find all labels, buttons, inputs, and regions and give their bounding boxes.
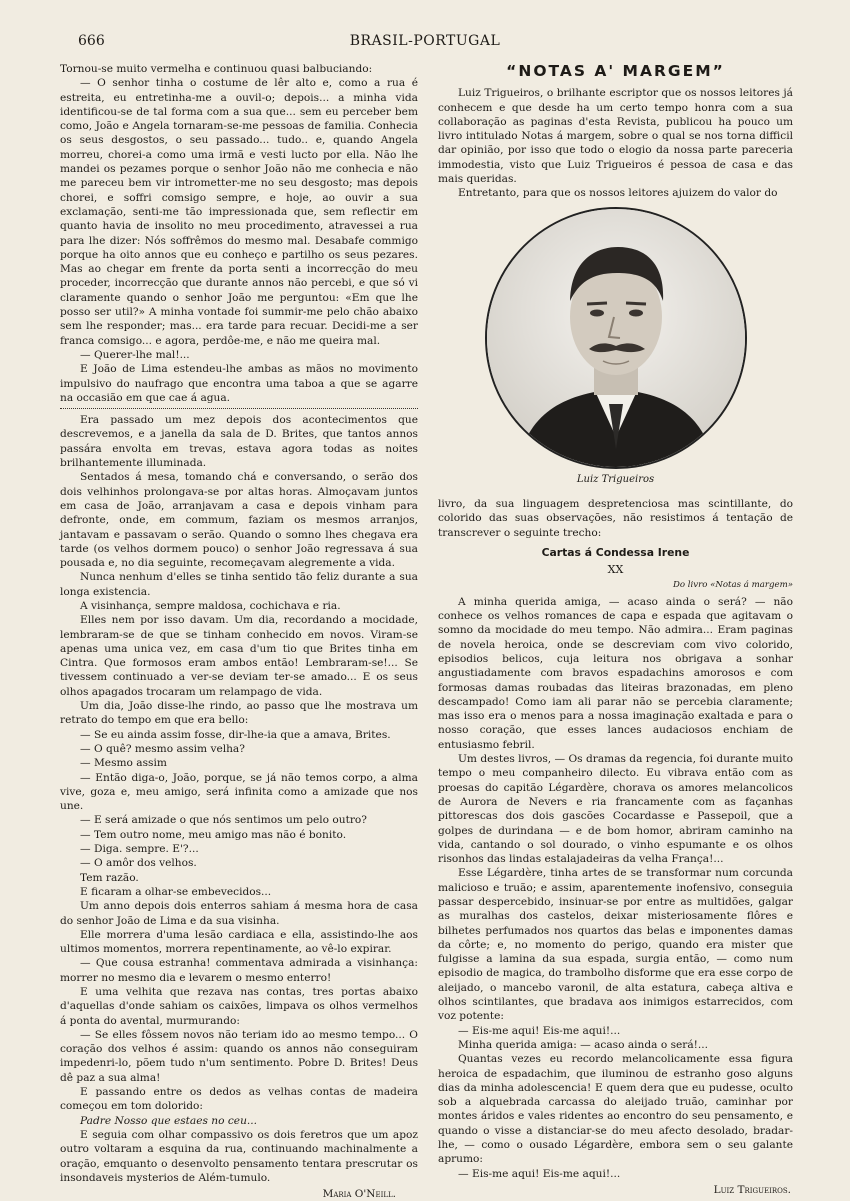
intro-paragraph: Entretanto, para que os nossos leitores ajuizem do valor do: [458, 187, 778, 200]
portrait-illustration: [487, 209, 745, 467]
story-paragraph: — Diga. sempre. E'?...: [80, 843, 199, 856]
story-paragraph: E João de Lima estendeu-lhe ambas as mãos no movimento impulsivo do naufrago que encontra uma taboa a que se agarre na occasião em que cae á agua.: [60, 363, 418, 404]
story-paragraph: A visinhança, sempre maldosa, cochichava e ria.: [80, 599, 341, 612]
story-paragraph: E ficaram a olhar-se embevecidos...: [80, 885, 272, 898]
story-paragraph: Elle morrera d'uma lesão cardiaca e ella, assistindo-lhe aos ultimos momentos, morrera repentinamente, ao vê-lo expirar.: [60, 928, 418, 956]
story-paragraph: — Se eu ainda assim fosse, dir-lhe-ia que a amava, Brites.: [80, 728, 391, 741]
photo-caption: Luiz Trigueiros: [576, 473, 655, 485]
intro-paragraph: livro, da sua linguagem despretenciosa mas scintillante, do colorido das suas observações, não resistimos á tentação de transcrever o seguinte trecho:: [438, 497, 793, 539]
story-paragraph: — O senhor tinha o costume de lêr alto e, como a rua é estreita, eu entretinha-me a ouvil-o; depois... a minha vida identificou-se de tal forma com a sua que... sem eu perceber bem como, João e Angela tornaram-se-me pessoas de familia. Conhecia os seus desgostos, o seu passado... tudo.. e, quando Angela morreu, chorei-a como uma irmã e vesti lucto por ella. Não lhe mandei os pezames porque o senhor João não me conhecia e não me pareceu bem vir intrometter-me no seu desgosto; mas depois chorei, e soffri comsigo sempre, e hoje, ao ouvir a sua exclamação, senti-me tão impressionada que, sem reflectir em quanto havia de insolito no meu procedimento, atravessei a rua para lhe dizer: Nós soffrêmos do mesmo mal. Desabafe commigo porque ha oito annos que eu conheço e partilho os seus pezares. Mas ao chegar em frente da porta senti a incorrecção do meu proceder, incorrecção que durante annos não percebi, e que só vi claramente quando o senhor João me perguntou: «Em que lhe posso ser util?» A minha vontade foi summir-me pelo chão abaixo sem lhe responder; mas... era tarde para recuar. Decidi-me a ser franca comsigo... e agora, perdôe-me, e não me queira mal.: [60, 77, 418, 347]
story-paragraph: E uma velhita que rezava nas contas, tres portas abaixo d'aquellas d'onde sahiam os caixões, limpava os olhos vermelhos á ponta do avental, murmurando:: [60, 986, 418, 1027]
letter-paragraph: Um destes livros, — Os dramas da regencia, foi durante muito tempo o meu companheiro dilecto. Eu vibrava então com as proesas do capitão Légardère, chorava os amores melancolicos de Aurora de Nevers e ria francamente com as façanhas pittorescas dos dois gascões Cocardasse e Passepoil, que a golpes de durindana — e de bom homor, abriram caminho na vida, cantando o sol dourado, o vinho espumante e os olhos risonhos das lindas estalajadeiras da velha França!...: [438, 753, 794, 866]
story-paragraph: — Que cousa estranha! commentava admirada a visinhança: morrer no mesmo dia e levarem o mesmo enterro!: [60, 957, 418, 984]
left-column: [60, 62, 418, 1201]
story-paragraph: Um anno depois dois enterros sahiam á mesma hora de casa do senhor João de Lima e da sua visinha.: [60, 900, 418, 927]
letter-paragraph: — Eis-me aqui! Eis-me aqui!...: [458, 1167, 621, 1180]
story-paragraph: Nunca nenhum d'elles se tinha sentido tão feliz durante a sua longa existencia.: [60, 571, 418, 598]
section-source: Do livro «Notas á margem»: [672, 580, 793, 591]
story-paragraph: Elles nem por isso davam. Um dia, recordando a mocidade, lembraram-se de que se tinham conhecido em novos. Viram-se apenas uma unica vez, em casa d'um tio que Brites tinha em Cintra. Que formosos eram ambos então! Lembraram-se!... Se tivessem continuado a ver-se deviam ter-se amado... E os seus olhos apagados trocaram um relampago de vida.: [60, 614, 418, 698]
section-title: Cartas á Condessa Irene: [541, 545, 690, 559]
author-signature: Luiz Trigueiros.: [713, 1183, 791, 1196]
prayer-line: Padre Nosso que estaes no ceu...: [80, 1114, 258, 1127]
running-head: BRASIL-PORTUGAL: [349, 33, 501, 49]
story-paragraph: — Querer-lhe mal!...: [80, 348, 190, 361]
story-paragraph: Um dia, João disse-lhe rindo, ao passo que lhe mostrava um retrato do tempo em que era bello:: [60, 700, 418, 727]
story-paragraph: Tem razão.: [80, 871, 139, 884]
story-paragraph: — Então diga-o, João, porque, se já não temos corpo, a alma vive, goza e, meu amigo, será infinita como a amizade que nos une.: [60, 771, 418, 813]
story-paragraph: — O amôr dos velhos.: [80, 857, 197, 870]
story-paragraph: Sentados á mesa, tomando chá e conversando, o serão dos dois velhinhos prolongava-se por altas horas. Almoçavam juntos em casa de João, arranjavam a casa e depois vinham para defronte, onde, em commum, faziam os mesmos arranjos, jantavam e passavam o serão. Quando o somno lhes chegava era tarde (os velhos dormem pouco) o senhor João regressava á sua pousada e, no dia seguinte, recomeçavam alegremente a vida.: [60, 471, 418, 570]
section-number: XX: [607, 563, 624, 577]
letter-paragraph: A minha querida amiga, — acaso ainda o será? — não conhece os velhos romances de capa e espada que agitavam o somno da mocidade do meu tempo. Não admira... Eram paginas de novela heroica, onde se descreviam com vivo colorido, episodios belicos, cuja leitura nos obrigava a sonhar angustiadamente com bravos espadachins amorosos e com formosas damas roubadas das liteiras brazonadas, em pleno descampado! Como iam ali parar não se percebia claramente; mas isso era o menos para a nossa imaginação exaltada e para o nosso coração, que esses lances audaciosos enchiam de entusiasmo febril.: [438, 595, 793, 751]
story-paragraph: E passando entre os dedos as velhas contas de madeira começou em tom dolorido:: [60, 1086, 418, 1113]
intro-paragraph: Luiz Trigueiros, o brilhante escriptor que os nossos leitores já conhecem e que desde ha um certo tempo honra com a sua collaboração as paginas d'esta Revista, publicou ha pouco um livro intitulado Notas á margem, sobre o qual se nos torna difficil dar opinião, por isso que todo o elogio da nossa parte pareceria immodestia, visto que Luiz Trigueiros é pessoa de casa e das mais queridas.: [438, 87, 793, 186]
right-column: [438, 62, 793, 1197]
letter-paragraph: Minha querida amiga: — acaso ainda o será!...: [458, 1038, 709, 1051]
letter-paragraph: — Eis-me aqui! Eis-me aqui!...: [458, 1024, 621, 1037]
author-signature: Maria O'Neill.: [322, 1188, 396, 1201]
story-paragraph: — Tem outro nome, meu amigo mas não é bonito.: [80, 828, 347, 841]
story-paragraph: E seguia com olhar compassivo os dois feretros que um apoz outro voltaram a esquina da rua, continuando machinalmente a oração, emquanto o desenvolto pensamento tentara prescrutar os insondaveis mysterios de Além-tumulo.: [60, 1128, 418, 1184]
letter-paragraph: Esse Légardère, tinha artes de se transformar num corcunda malicioso e truão; e assim, aparentemente inofensivo, conseguia passar despercebido, insinuar-se por entre as multidões, galgar as muralhas dos castelos, deixar misteriosamente flôres e bilhetes perfumados nos quartos das belas e imponentes damas da côrte; e, no momento do perigo, quando era mister que fulgisse a lamina da sua espada, surgia então, — como num episodio de magica, do trambolho disforme que era esse corpo de aleijado, o mancebo varonil, de alta estatura, cabeça altiva e olhos scintilantes, que bradava aos inimigos estarrecidos, com voz potente:: [438, 867, 793, 1023]
portrait-photo: [485, 207, 747, 469]
story-paragraph: — O quê? mesmo assim velha?: [80, 742, 245, 755]
story-paragraph: — Mesmo assim: [80, 757, 167, 770]
dotted-separator: [60, 408, 418, 409]
story-paragraph: Tornou-se muito vermelha e continuou quasi balbuciando:: [60, 63, 373, 75]
article-title: “NOTAS A' MARGEM”: [506, 62, 725, 80]
story-paragraph: — Se elles fôssem novos não teriam ido ao mesmo tempo... O coração dos velhos é assim: quando os annos não conseguiram impedenri-lo, põem tudo n'um sentimento. Pobre D. Brites! Deus dê paz a sua alma!: [60, 1028, 418, 1084]
story-paragraph: — E será amizade o que nós sentimos um pelo outro?: [80, 814, 367, 827]
letter-paragraph: Quantas vezes eu recordo melancolicamente essa figura heroica de espadachim, que iluminou de estranho goso alguns dias da minha adolescencia! E quem dera que eu pudesse, oculto sob a alquebrada carcassa do aleijado truão, caminhar por montes áridos e vales ridentes ao encontro do seu pensamento, e quando o visse a distanciar-se do meu afecto desolado, bradar-lhe, — como o ousado Légardère, embora sem o seu galante aprumo:: [438, 1053, 793, 1166]
story-paragraph: Era passado um mez depois dos acontecimentos que descrevemos, e a janella da sala de D. Brites, que tantos annos passára envolta em trevas, estava agora todas as noites brilhantemente illuminada.: [60, 414, 418, 470]
page-number: 666: [78, 33, 105, 49]
